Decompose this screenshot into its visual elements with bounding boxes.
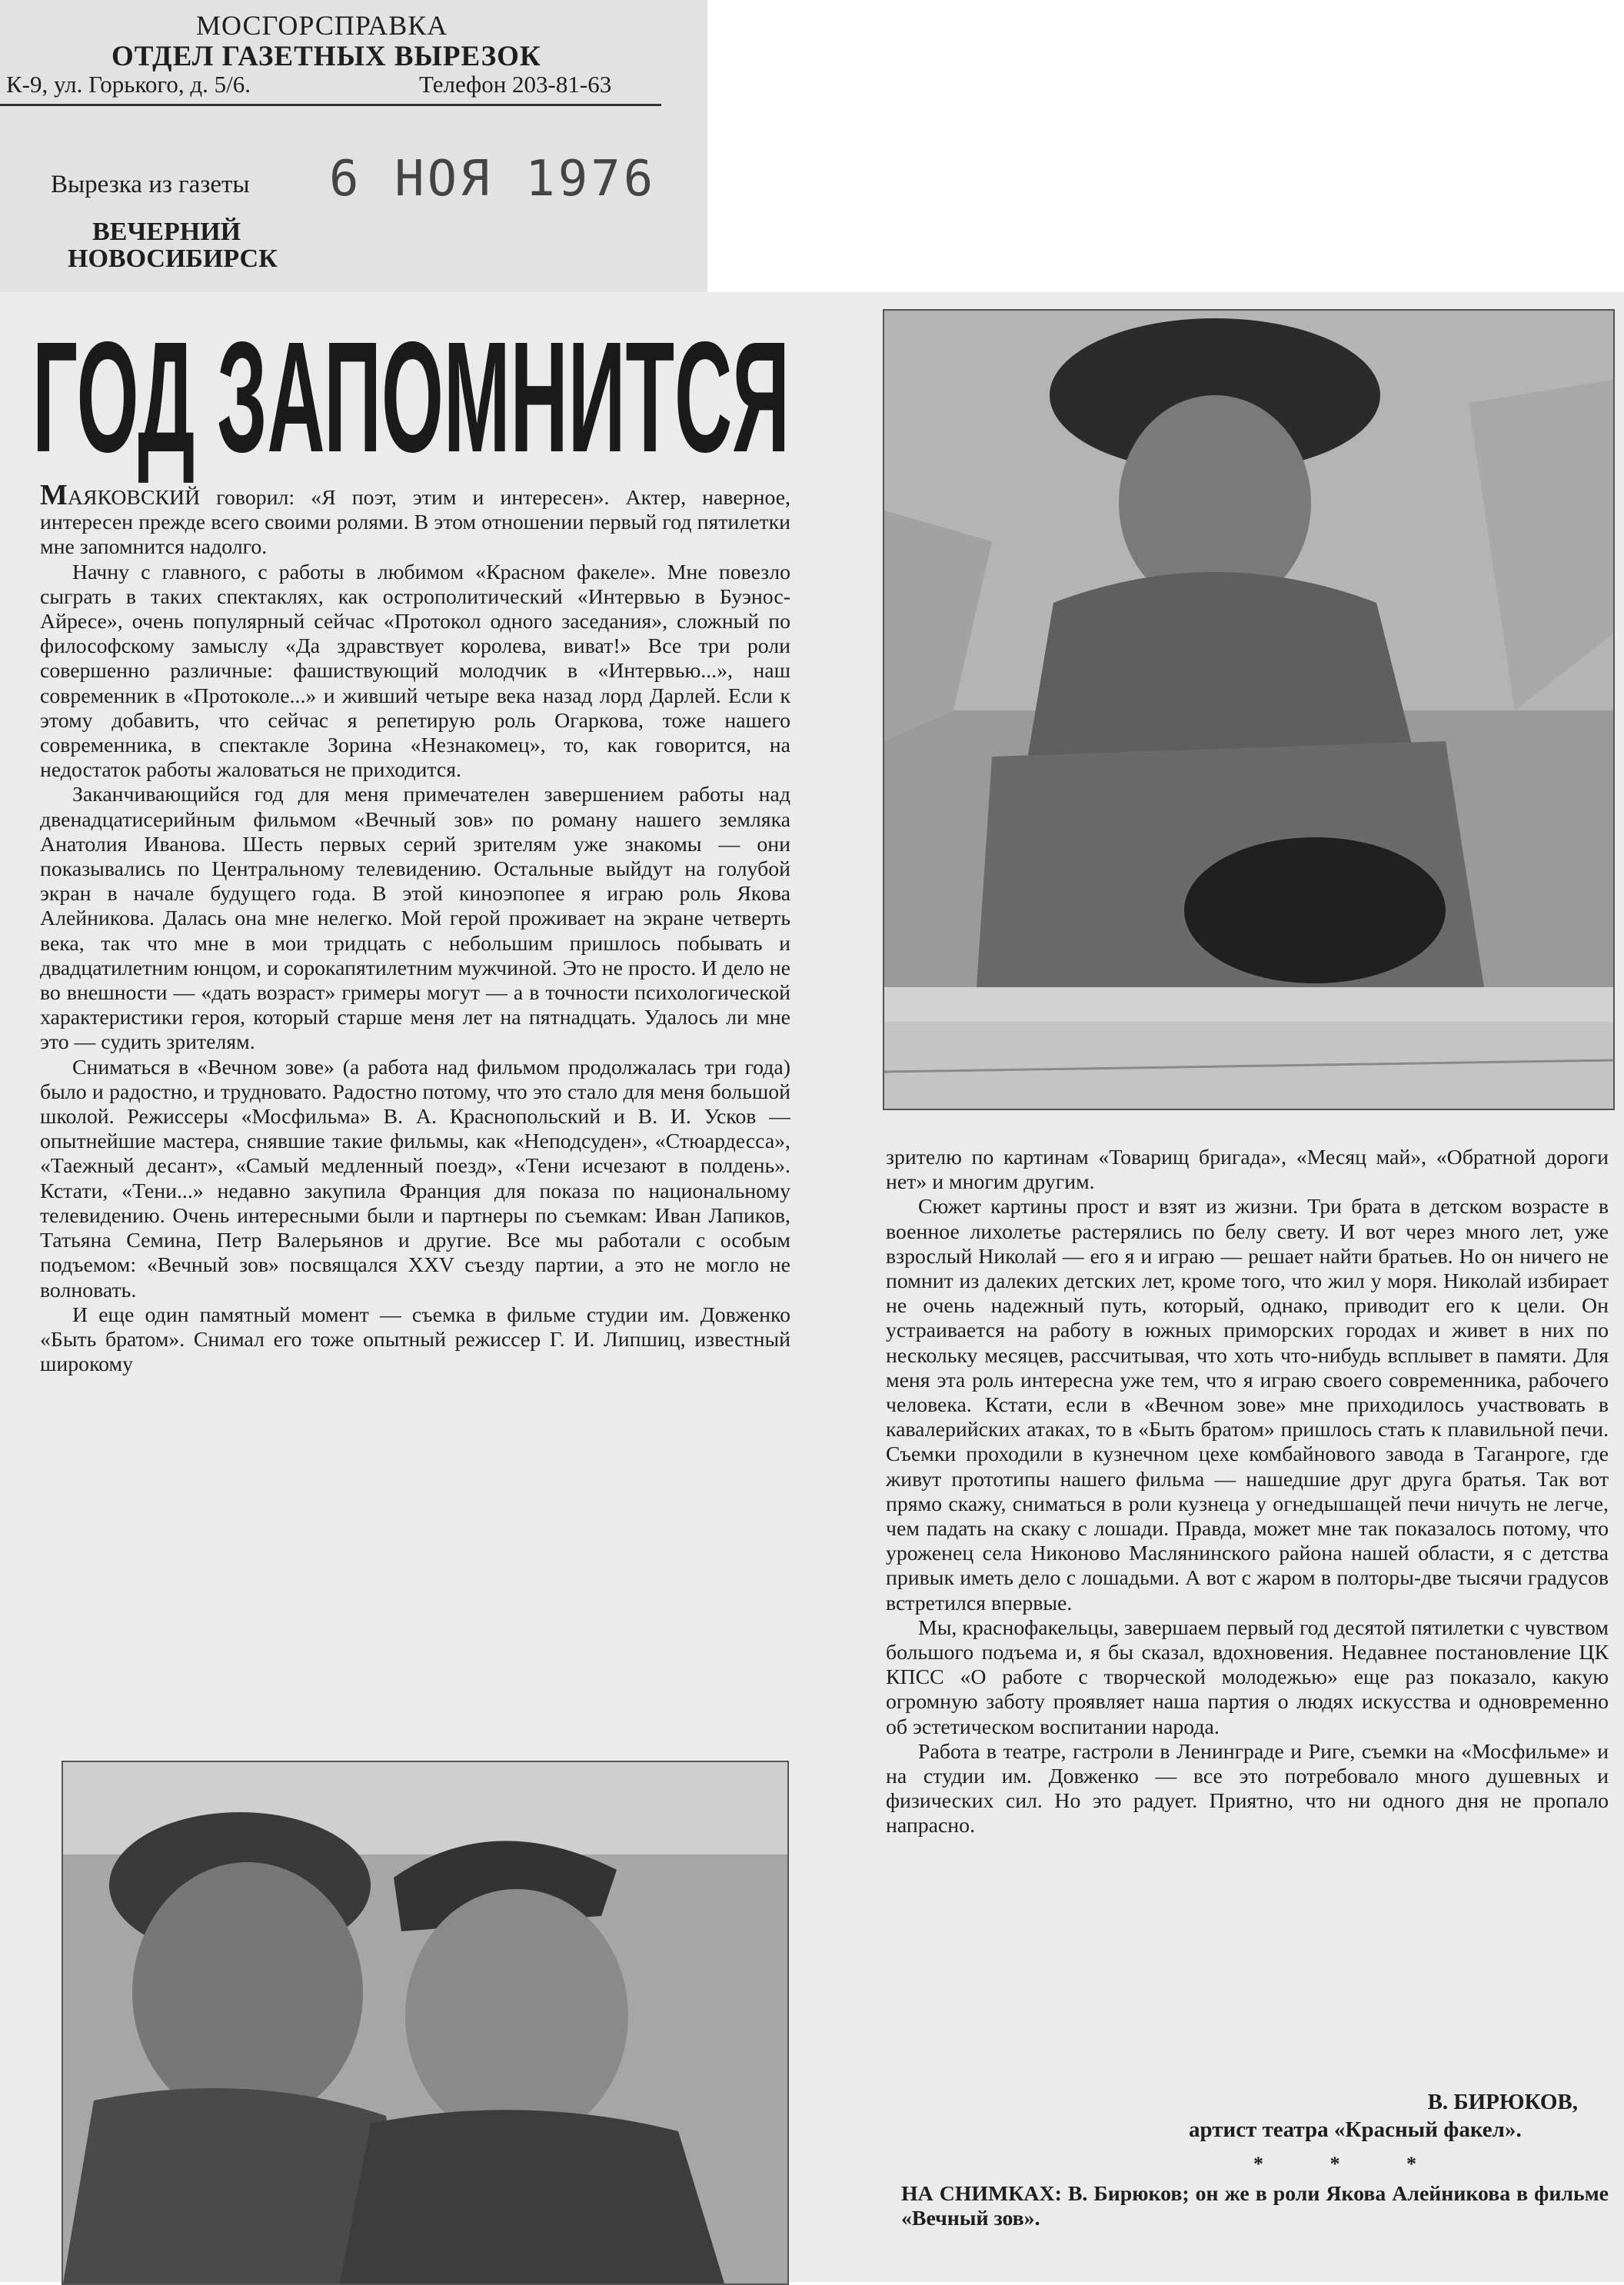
paragraph-5: И еще один памятный момент — съемка в фильме студии им. Довженко «Быть братом». Снимал его тоже опытный режиссер Г. И. Липшиц, известный широкому	[40, 1302, 790, 1377]
headline-svg	[32, 309, 794, 485]
paragraph-2: Начну с главного, с работы в любимом «Красном факеле». Мне повезло сыграть в таких спектаклях, как острополитический «Интервью в Буэнос-Айресе», очень популярный сейчас «Протокол одного заседания», сложный по философскому замыслу «Да здравствует королева, виват!» Все три роли совершенно различные: фашиствующий молодчик в «Интервью...», наш современник в «Протоколе...» и живший четыре века назад лорд Дарлей. Если к этому добавить, что сейчас я репетирую роль Огаркова, тоже нашего современника, в спектакле Зорина «Незнакомец», то, как говорится, на недостаток работы жаловаться не приходится.	[40, 560, 790, 783]
portrait-image	[884, 311, 1613, 1109]
paragraph-4: Сниматься в «Вечном зове» (а работа над фильмом продолжалась три года) было и радостно, и трудновато. Радостно потому, что это стало для меня большой школой. Режиссеры «Мосфильма» В. А. Краснопольский и В. И. Усков — опытнейшие мастера, снявшие такие фильмы, как «Неподсуден», «Стюардесса», «Таежный десант», «Самый медленный поезд», «Тени исчезают в полдень». Кстати, «Тени...» недавно закупила Франция для показа по национальному телевидению. Очень интересными были и партнеры по съемкам: Иван Лапиков, Татьяна Семина, Петр Валерьянов и другие. Все мы работали с особым подъемом: «Вечный зов» посвящался XXV съезду партии, а это не могло не волновать.	[40, 1055, 790, 1302]
paragraph-6: зрителю по картинам «Товарищ бригада», «Месяц май», «Обратной дороги нет» и многим другим.	[886, 1146, 1609, 1195]
stamp-divider	[0, 104, 661, 106]
stamp-org: МОСГОРСПРАВКА	[196, 10, 448, 41]
author-name: В. БИРЮКОВ,	[1427, 2090, 1578, 2114]
photo-caption: НА СНИМКАХ: В. Бирюков; он же в роли Якова Алейникова в фильме «Вечный зов».	[901, 2182, 1609, 2231]
stamp-date: 6 НОЯ 1976	[329, 151, 657, 208]
photo-portrait	[883, 309, 1615, 1110]
headline-text: ГОД ЗАПОМНИТСЯ	[32, 309, 790, 485]
author-role: артист театра «Красный факел».	[1189, 2117, 1522, 2142]
stamp-phone: Телефон 203-81-63	[419, 71, 612, 98]
article-column-right	[886, 1146, 1609, 2145]
paragraph-8: Мы, краснофакельцы, завершаем первый год десятой пятилетки с чувством большого подъема и, я бы сказал, вдохновения. Недавнее постановление ЦК КПСС «О работе с творческой молодежью» еще раз показало, какую огромную заботу проявляет наша партия о людях искусства и одновременно об эстетическом воспитании народа.	[886, 1615, 1609, 1739]
dropcap: М	[40, 479, 68, 511]
stamp-newspaper-line2: НОВОСИБИРСК	[68, 244, 278, 273]
photo-film-still	[62, 1761, 789, 2285]
paragraph-7: Сюжет картины прост и взят из жизни. Три брата в детском возрасте в военное лихолетье растерялись по белу свету. И вот через много лет, уже взрослый Николай — его я и играю — решает найти братьев. Но он ничего не помнит из далеких детских лет, кроме того, что жил у моря. Николай избирает не очень надежный путь, который, однако, приводит его к цели. Он устраивается на работу в южных приморских городах и живет в них по нескольку месяцев, рассчитывая, что хоть что-нибудь всплывет в памяти. Для меня эта роль интересна уже тем, что я играю своего современника, рабочего человека. Кстати, если в «Вечном зове» мне приходилось участвовать в кавалерийских атаках, то в «Быть братом» пришлось стать к плавильной печи. Съемки проходили в кузнечном цехе комбайнового завода в Таганроге, где живут прототипы нашего фильма — нашедшие друг друга братья. Так вот прямо скажу, сниматься в роли кузнеца у огнедышащей печи ничуть не легче, чем падать на скаку с лошади. Правда, может мне так показалось потому, что уроженец села Никоново Маслянинского района нашей области, я с детства привык иметь дело с лошадьми. А вот с жаром в полторы-две тысячи градусов встретился впервые.	[886, 1195, 1609, 1615]
stamp-dept: ОТДЕЛ ГАЗЕТНЫХ ВЫРЕЗОК	[111, 41, 541, 72]
article-headline	[32, 309, 794, 485]
clipping-service-stamp	[0, 0, 707, 308]
stamp-newspaper-line1: ВЕЧЕРНИЙ	[92, 218, 241, 246]
article-column-left	[40, 479, 790, 1728]
paragraph-1-text: АЯКОВСКИЙ говорил: «Я поэт, этим и интересен». Актер, наверное, интересен прежде всего своими ролями. В этом отношении первый год пятилетки мне запомнится надолго.	[40, 486, 790, 560]
stamp-address: К-9, ул. Горького, д. 5/6.	[6, 71, 251, 98]
film-still-image	[63, 1762, 787, 2283]
section-stars: * * *	[1253, 2153, 1447, 2175]
paragraph-3: Заканчивающийся год для меня примечателен завершением работы над двенадцатисерийным фильмом «Вечный зов» по роману нашего земляка Анатолия Иванова. Шесть первых серий зрителям уже знакомы — они показывались по Центральному телевидению. Остальные выйдут на голубой экран в начале будущего года. В этой киноэпопее я играю роль Якова Алейникова. Далась она мне нелегко. Мой герой проживает на экране четверть века, так что мне в мои тридцать с небольшим пришлось побывать и двадцатилетним юнцом, и сорокапятилетним мужчиной. Это не просто. И дело не во внешности — «дать возраст» гримеры могут — а в точности психологической характеристики героя, который старше меня лет на пятнадцать. Удалось ли мне это — судить зрителям.	[40, 783, 790, 1055]
paragraph-9: Работа в театре, гастроли в Ленинграде и Риге, съемки на «Мосфильме» и на студии им. Довженко — все это потребовало много душевных и физических сил. Но это радует. Приятно, что ни одного дня не пропало напрасно.	[886, 1739, 1609, 1838]
paragraph-1	[40, 479, 790, 560]
stamp-clip-label: Вырезка из газеты	[51, 171, 250, 198]
